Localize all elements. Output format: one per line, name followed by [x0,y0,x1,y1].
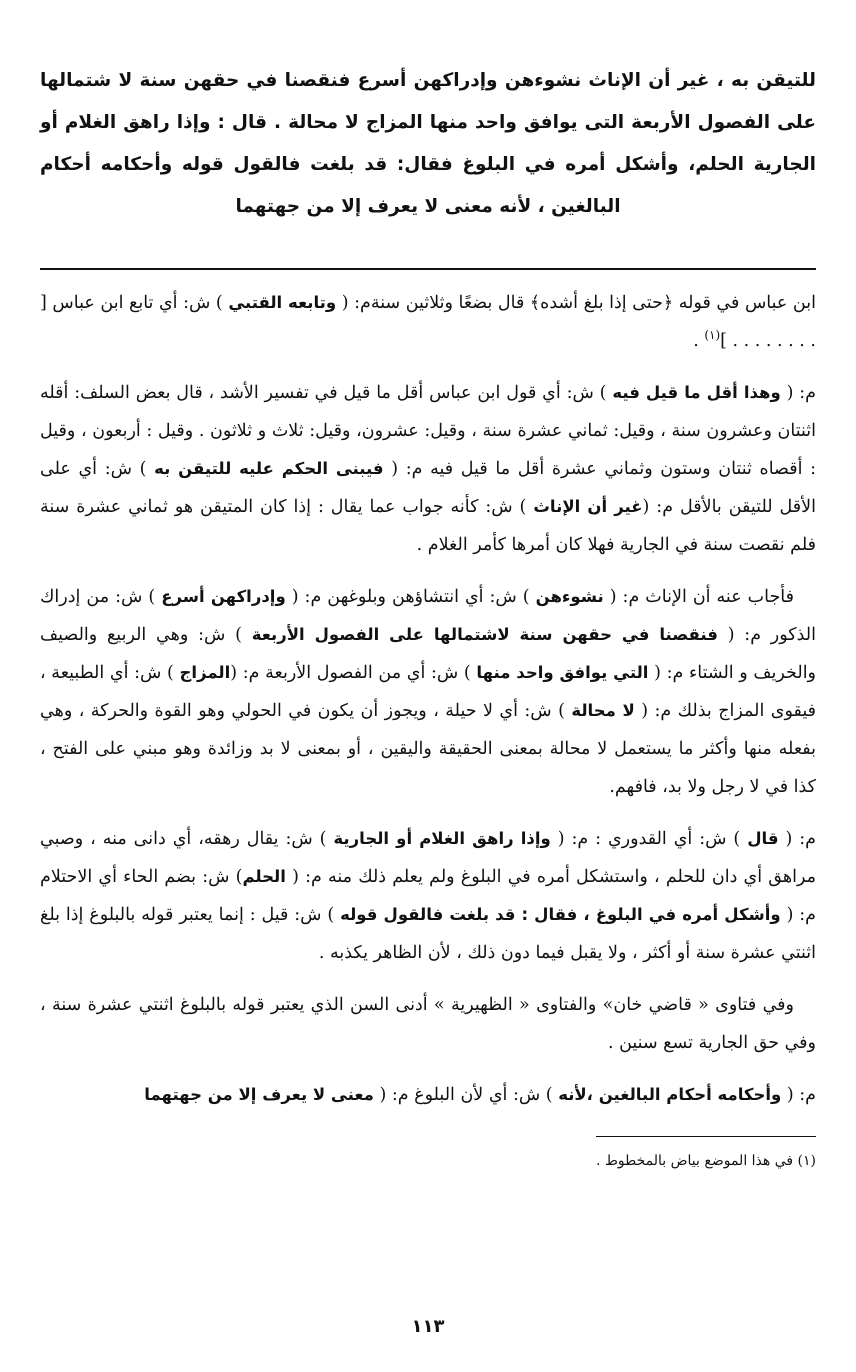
commentary-paragraph-3 [40,578,816,806]
quoted-matn: الحلم [242,867,286,886]
text-run: م: ( [778,829,816,849]
text-run: فأجاب عنه أن الإناث م: ( [603,587,794,607]
quoted-matn: وإذا راهق الغلام أو الجارية [333,829,551,848]
text-run: ) ش: قيل : إنما يعتبر قوله بالبلوغ إذا بلغ اثنتي عشرة سنة أو أكثر ، ولا يقبل فيما دون ذلك ، لأن الظاهر يكذبه . [40,905,816,963]
quoted-matn: وإدراكهن أسرع [161,587,286,606]
commentary-paragraph-2 [40,374,816,564]
commentary-paragraph-1 [40,284,816,360]
text-run: ) ش: أي الطبيعة ، فيقوى المزاج بذلك م: ( [40,663,817,721]
quoted-matn: فنقصنا في حقهن سنة لاشتمالها على الفصول الأربعة [251,625,718,644]
text-run: ) ش: أي انتشاؤهن وبلوغهن م: ( [285,587,536,607]
commentary-paragraph-6 [40,1076,816,1114]
quoted-matn: فيبنى الحكم عليه للتيقن به [154,459,384,478]
text-run: ) ش: بضم الحاء أي الاحتلام م: ( [40,867,817,925]
text-run: ) ش: أي لا حيلة ، ويجوز أن يكون في الحولي وهو القوة والحركة ، وهي بفعله منها وأكثر ما يستعمل لا محالة بمعنى الحقيقة واليقين ، أو بمعنى لا بد وزائدة وهو مبني على الفتح ، كذا في لا رجل ولا بد، فافهم. [40,701,816,797]
matn-text: للتيقن به ، غير أن الإناث نشوءهن وإدراكهن أسرع فنقصنا في حقهن سنة لا شتمالها على الفصول الأربعة التى يوافق واحد منها المزاج لا محالة . قال : وإذا راهق الغلام أو الجارية الحلم، وأشكل أمره في البلوغ فقال: قد بلغت فالقول قوله وأحكامه أحكام البالغين ، لأنه معنى لا يعرف إلا من جهتهما [40,70,816,217]
quoted-matn: المزاج [179,663,231,682]
quoted-matn: وأشكل أمره في البلوغ ، فقال : قد بلغت فالقول قوله [340,905,781,924]
separator-rule [40,268,816,270]
footnote-reference: (١) [704,328,721,343]
text-run: م: ( [780,383,816,403]
page-number: ١١٣ [411,1316,445,1337]
text-run: ) ش: من إدراك الذكور م: ( [40,587,816,645]
text-run: ) ش: وهي الربيع والصيف والخريف و الشتاء م: ( [40,625,817,683]
quoted-matn: لا محالة [571,701,635,720]
quoted-matn: قال [747,829,779,848]
text-run: م: ( [781,1085,816,1105]
text-run: ) ش: أي على الأقل للتيقن بالأقل م: ( [40,459,816,517]
footnote-rule [596,1136,816,1137]
commentary-paragraph-4 [40,820,816,972]
quoted-matn: غير أن الإناث [533,497,643,516]
quoted-matn: وهذا أقل ما قيل فيه [612,383,781,402]
text-run: ) ش: يقال رهقه، أي دانى منه ، وصبي مراهق أي دان للحلم ، واستشكل أمره في البلوغ ولم يعلم ذلك منه م: ( [40,829,817,887]
quoted-matn: معنى لا يعرف إلا من جهتهما [144,1085,374,1104]
text-run: ) ش: أي تابع ابن عباس [ . . . . . . . . ] [40,293,816,351]
text-run: ) ش: أي من الفصول الأربعة م: ( [230,663,477,683]
page [40,60,816,1173]
quoted-matn: التي يوافق واحد منها [476,663,649,682]
text-run: ) ش: أي قول ابن عباس أقل ما قيل في تفسير الأشد ، قال بعض السلف: أقله اثنتان وعشرون سنة ، وقيل: ثماني عشرة سنة ، وقيل: عشرون، وقيل: ثلاث و ثلاثون . وقيل : أربعون ، وقيل : أقصاه ثنتان وستون وثماني عشرة أقل ما قيل فيه م: ( [40,383,816,479]
text-run: ) ش: كأنه جواب عما يقال : إذا كان المتيقن هو ثماني عشرة سنة فلم نقصت سنة في الجارية فهلا كان أمرها كأمر الغلام . [40,497,816,555]
text-run: ) ش: أي لأن البلوغ م: ( [373,1085,559,1105]
commentary-paragraph-5: وفي فتاوى « قاضي خان» والفتاوى « الظهيرية » أدنى السن الذي يعتبر قوله بالبلوغ اثنتي عشرة سنة ، وفي حق الجارية تسع سنين . [40,995,816,1053]
text-run: ) ش: أي القدوري : م: ( [550,829,748,849]
quoted-matn: وتابعه القتبي [228,293,337,312]
quoted-matn: نشوءهن [535,587,604,606]
quoted-matn: وأحكامه أحكام البالغين ،لأنه [558,1085,782,1104]
text-run: . [693,331,705,351]
text-run: ابن عباس في قوله ﴿حتى إذا بلغ أشده﴾ قال بضعًا وثلاثين سنةم: ( [336,293,816,313]
footnote: (١) في هذا الموضع بياض بالمخطوط . [596,1153,816,1169]
